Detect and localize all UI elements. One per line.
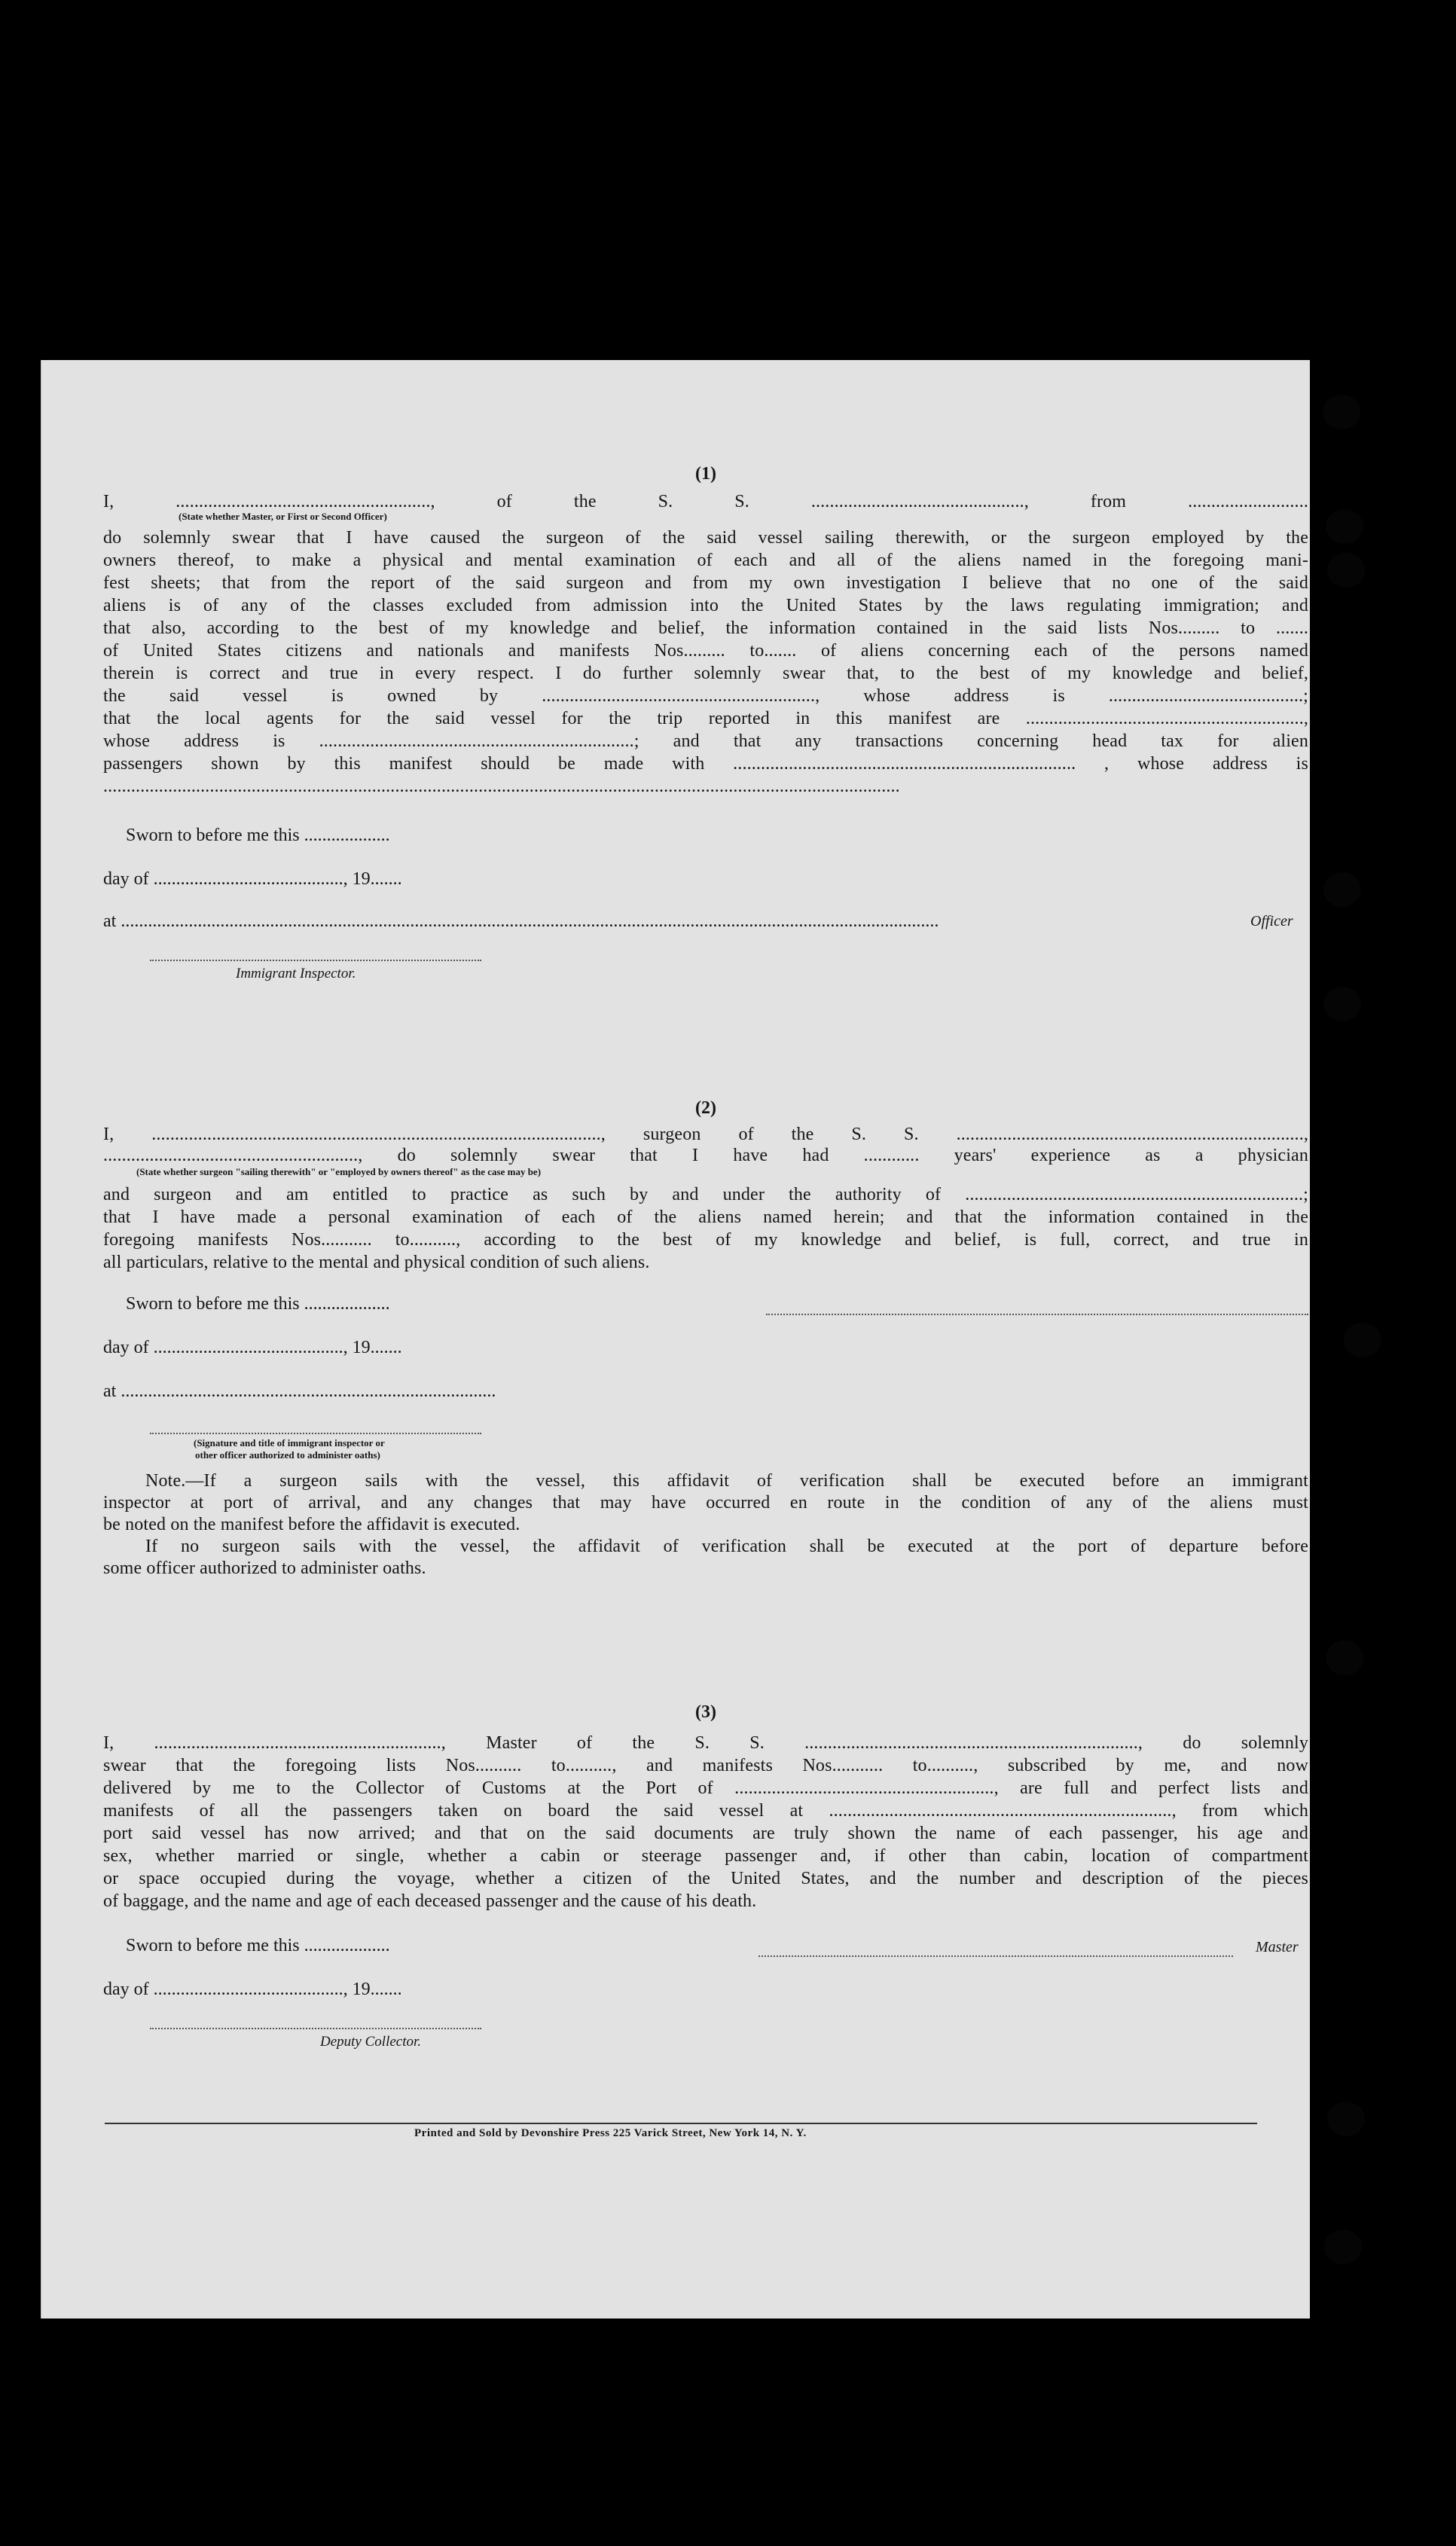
s2-line-4: that I have made a personal examination of each of the aliens named herein; and that the information contained in the [103, 1207, 1308, 1227]
section-2-heading: (2) [695, 1098, 716, 1118]
s1-inspector-label: Immigrant Inspector. [236, 966, 356, 981]
s3-master-label: Master [1256, 1939, 1299, 1955]
s2-note-line-4: If no surgeon sails with the vessel, the affidavit of verification shall be executed at the port of departure before [145, 1537, 1308, 1556]
binder-hole [1327, 553, 1365, 588]
s1-line-2: do solemnly swear that I have caused the surgeon of the said vessel sailing therewith, or the surgeon employed by the [103, 528, 1308, 548]
footer-rule [105, 2123, 1257, 2124]
s2-at-field[interactable]: at ................................................................................... [103, 1381, 496, 1401]
s3-line-4: manifests of all the passengers taken on board the said vessel at .........................................................................., from which [103, 1801, 1308, 1821]
s1-line-5: aliens is of any of the classes excluded from admission into the United States by the laws regulating immigration; and [103, 596, 1308, 615]
s3-collector-label: Deputy Collector. [320, 2034, 422, 2050]
binder-hole [1327, 2102, 1365, 2136]
s1-line-1: I, ......................................................., of the S. S. .............................................., from .......................... [103, 492, 1308, 511]
binder-hole [1326, 1641, 1363, 1675]
s3-collector-signature-line[interactable] [150, 2028, 481, 2029]
s2-line-3: and surgeon and am entitled to practice as such by and under the authority of .........................................................................; [103, 1185, 1308, 1204]
s3-line-3: delivered by me to the Collector of Customs at the Port of ........................................................, are full and perfect lists and [103, 1778, 1308, 1798]
s3-line-8: of baggage, and the name and age of each deceased passenger and the cause of his death. [103, 1891, 757, 1911]
s1-inspector-signature-line[interactable] [150, 960, 481, 961]
binder-hole [1323, 872, 1361, 907]
binder-hole [1323, 395, 1360, 429]
s3-sworn-field[interactable]: Sworn to before me this ................... [126, 1936, 390, 1955]
s1-at-field[interactable]: at ..................................................................................................................................................................................... [103, 911, 939, 931]
s2-line-2: ......................................................., do solemnly swear that I have had ............ years' experience as a physician [103, 1146, 1308, 1165]
section-1-heading: (1) [695, 464, 716, 484]
s2-note-line-1: Note.—If a surgeon sails with the vessel, this affidavit of verification shall be executed before an immigrant [145, 1471, 1308, 1491]
s2-surgeon-note: (State whether surgeon "sailing therewith" or "employed by owners thereof" as the case may be) [136, 1166, 542, 1177]
s2-line-6: all particulars, relative to the mental and physical condition of such aliens. [103, 1253, 650, 1272]
s1-line-13: ............................................................................................................................................................................ [103, 777, 900, 796]
s1-line-7: of United States citizens and nationals and manifests Nos......... to....... of aliens concerning each of the persons named [103, 641, 1308, 661]
s1-line-4: fest sheets; that from the report of the said surgeon and from my own investigation I believe that no one of the said [103, 573, 1308, 593]
s2-inspector-signature-line[interactable] [150, 1433, 481, 1434]
s2-signature-note-1: (Signature and title of immigrant inspector or [194, 1437, 385, 1449]
s3-line-1: I, .............................................................., Master of the S. S. ........................................................................, do solemnly [103, 1733, 1308, 1753]
s2-day-field[interactable]: day of .........................................., 19....... [103, 1338, 402, 1357]
binder-hole [1324, 2230, 1362, 2264]
s1-line-10: that the local agents for the said vessel for the trip reported in this manifest are ............................................................, [103, 709, 1308, 728]
binder-hole [1326, 509, 1363, 544]
s2-note-line-3: be noted on the manifest before the affidavit is executed. [103, 1515, 520, 1534]
s2-line-5: foregoing manifests Nos........... to.........., according to the best of my knowledge and belief, is full, correct, and true in [103, 1230, 1308, 1250]
s3-line-2: swear that the foregoing lists Nos.......... to.........., and manifests Nos........... to.........., subscribed by me, and now [103, 1756, 1308, 1775]
binder-hole [1344, 1323, 1381, 1357]
s1-line-9: the said vessel is owned by ..........................................................., whose address is ..........................................; [103, 686, 1308, 706]
s1-master-note: (State whether Master, or First or Second Officer) [179, 511, 387, 522]
section-3-heading: (3) [695, 1702, 716, 1722]
s2-surgeon-signature-line[interactable] [766, 1314, 1308, 1315]
printer-imprint: Printed and Sold by Devonshire Press 225 Varick Street, New York 14, N. Y. [414, 2127, 807, 2139]
s1-officer-label: Officer [1250, 913, 1293, 930]
s1-line-12: passengers shown by this manifest should be made with .......................................................................... , whose address is [103, 754, 1308, 774]
s2-line-1: I, ................................................................................................., surgeon of the S. S. ..........................................................................., [103, 1125, 1308, 1144]
s2-signature-note-2: other officer authorized to administer oaths) [195, 1449, 380, 1461]
s3-line-5: port said vessel has now arrived; and that on the said documents are truly shown the name of each passenger, his age and [103, 1824, 1308, 1843]
s1-sworn-field[interactable]: Sworn to before me this ................... [126, 826, 390, 845]
s3-master-signature-line[interactable] [759, 1955, 1233, 1957]
s1-day-field[interactable]: day of .........................................., 19....... [103, 869, 402, 889]
s2-note-line-5: some officer authorized to administer oaths. [103, 1558, 426, 1578]
s3-line-7: or space occupied during the voyage, whether a citizen of the United States, and the number and description of the pieces [103, 1869, 1308, 1888]
binder-hole [1323, 987, 1361, 1021]
s1-line-3: owners thereof, to make a physical and mental examination of each and all of the aliens named in the foregoing mani- [103, 551, 1308, 570]
s3-line-6: sex, whether married or single, whether a cabin or steerage passenger and, if other than cabin, location of compartment [103, 1846, 1308, 1866]
s2-sworn-field[interactable]: Sworn to before me this ................... [126, 1294, 390, 1314]
s2-note-line-2: inspector at port of arrival, and any changes that may have occurred en route in the condition of any of the aliens must [103, 1493, 1308, 1513]
manifest-form-sheet [41, 360, 1310, 2319]
s1-line-11: whose address is ....................................................................; and that any transactions concerning head tax for alien [103, 731, 1308, 751]
s1-line-8: therein is correct and true in every respect. I do further solemnly swear that, to the best of my knowledge and belief, [103, 664, 1308, 683]
s3-day-field[interactable]: day of .........................................., 19....... [103, 1980, 402, 1999]
s1-line-6: that also, according to the best of my knowledge and belief, the information contained in the said lists Nos......... to ....... [103, 618, 1308, 638]
